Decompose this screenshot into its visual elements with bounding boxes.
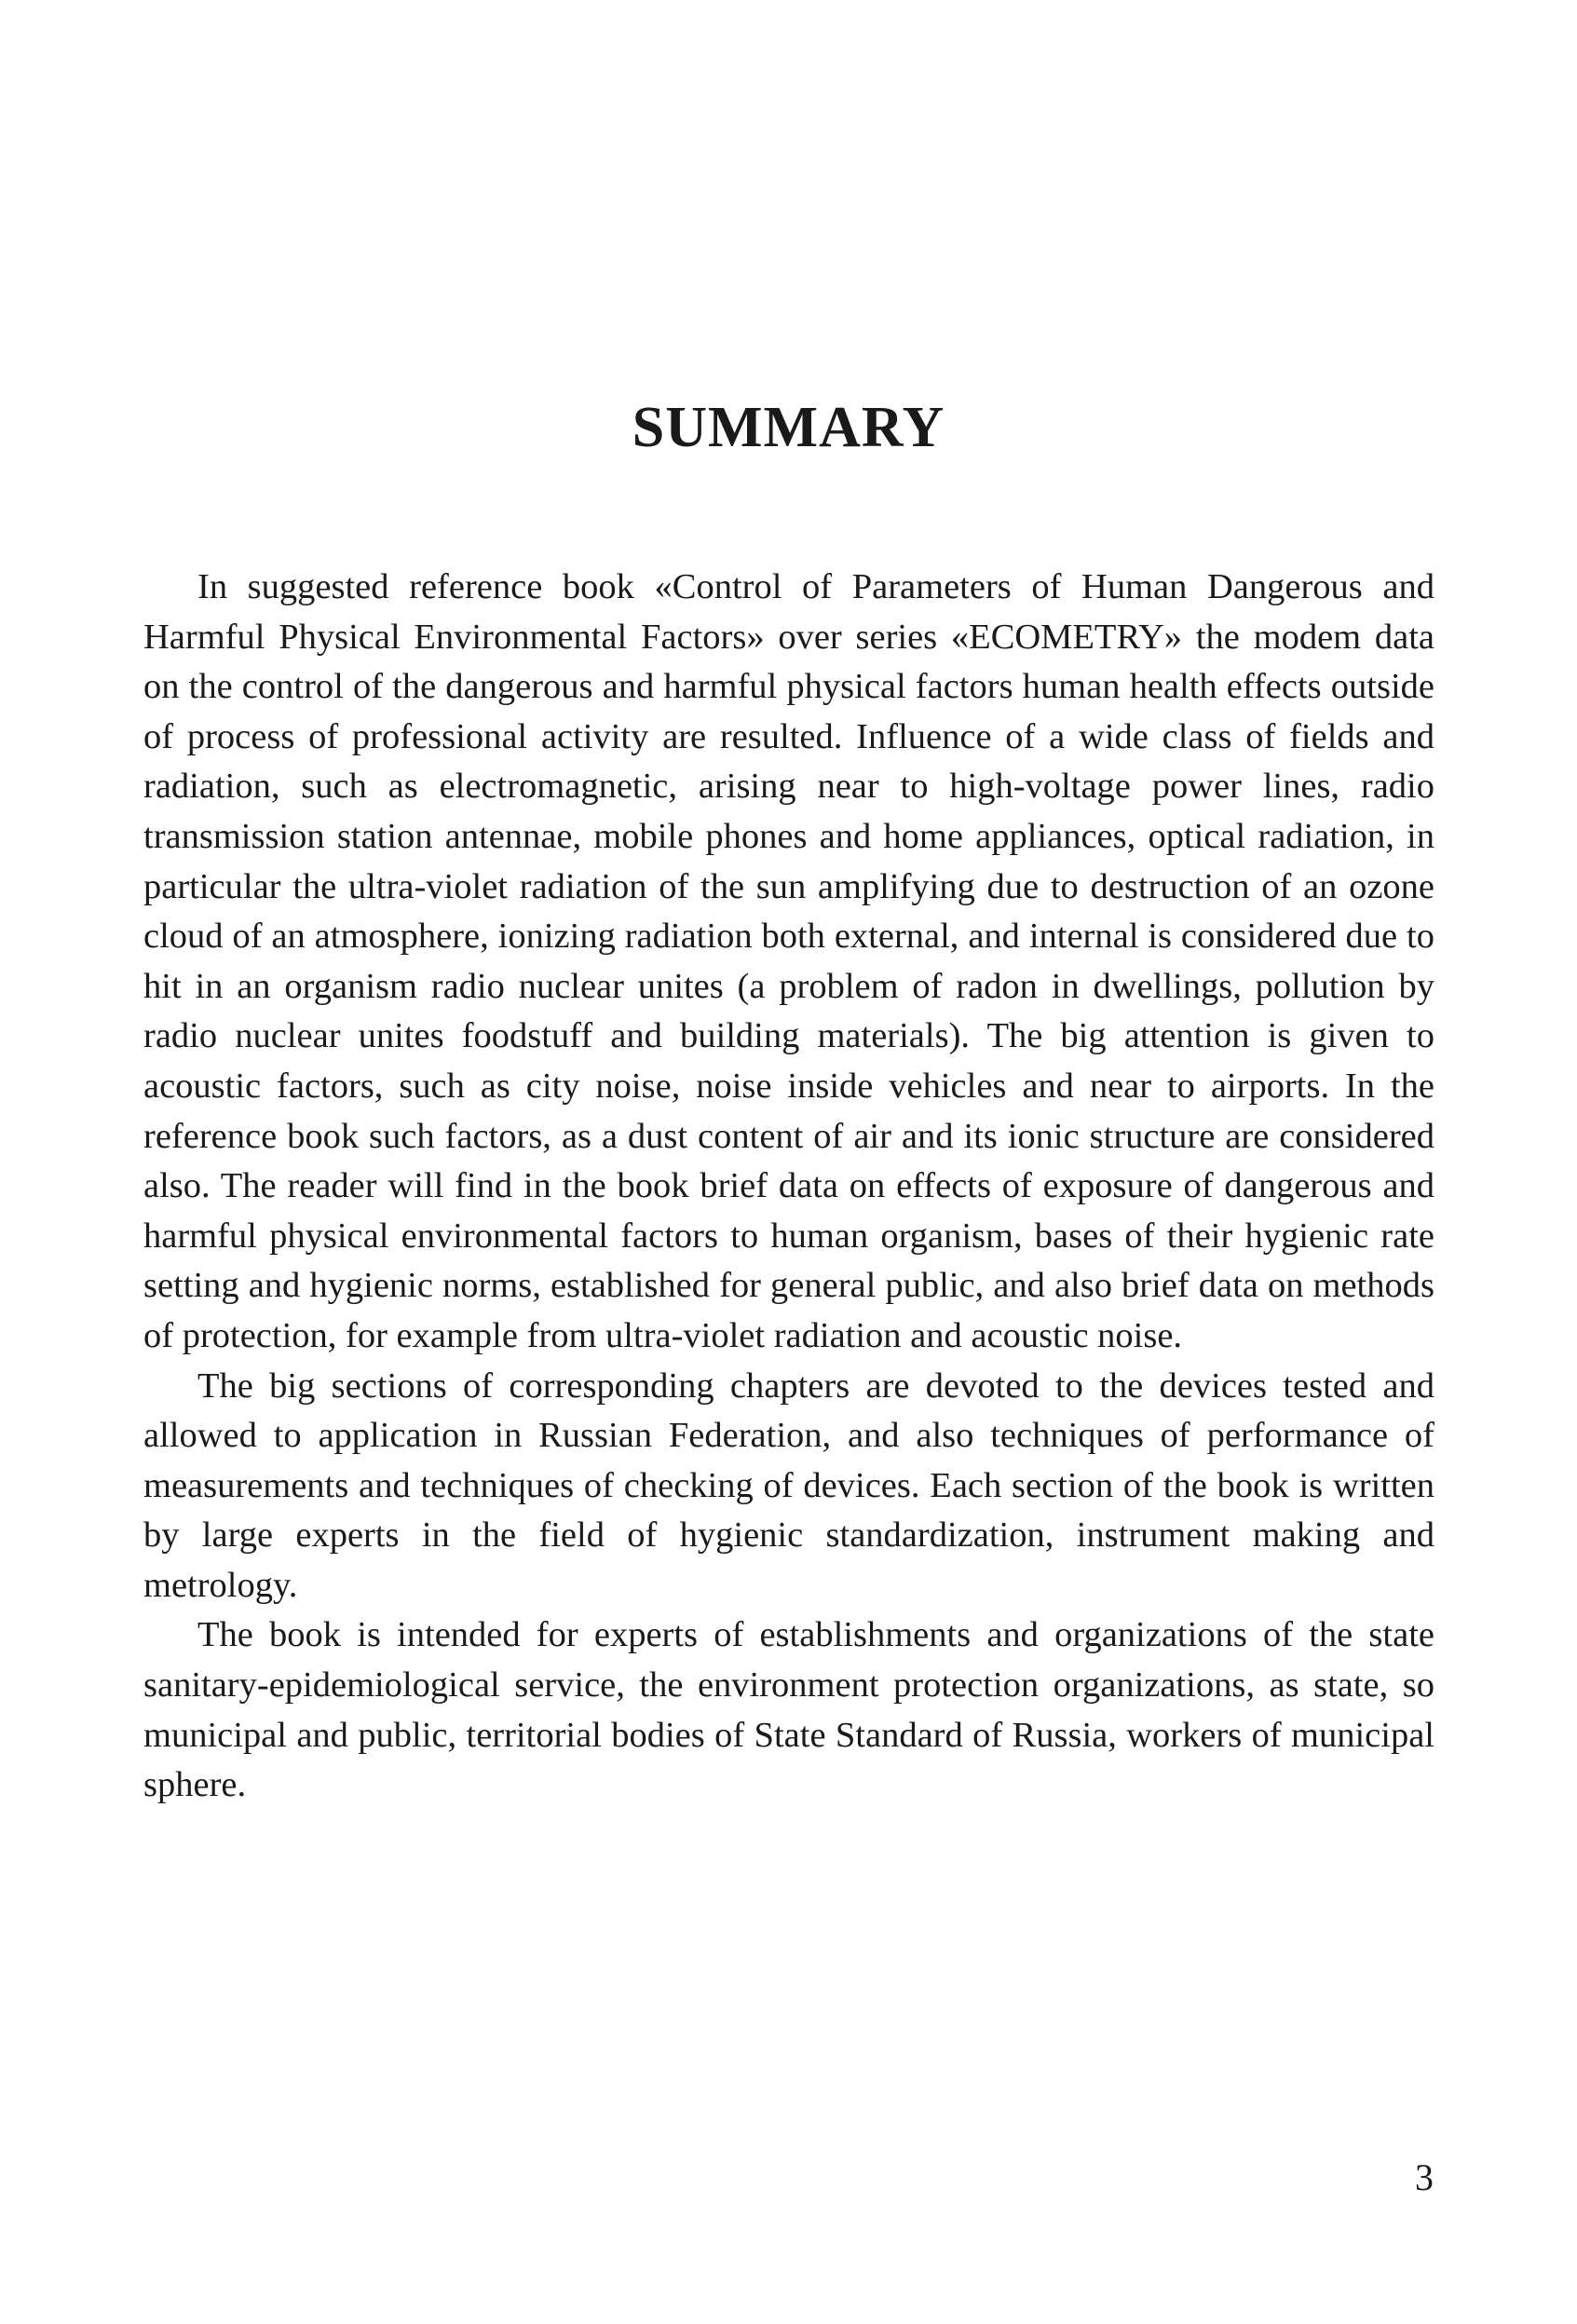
paragraph-2: The big sections of corresponding chapters are devoted to the devices tested and allowed to application in Russian Federation, and also techniques of performance of measurements and techniques of checking of devices. Each section of the book is written by large experts in the field of hygienic standardization, instrument making and metrology. <box>143 1366 1434 1605</box>
paragraph-3: The book is intended for experts of establishments and organizations of the state sanitary-epidemiological service, the environment protection organizations, as state, so municipal and public, territorial bodies of State Standard of Russia, workers of municipal sphere. <box>143 1615 1434 1805</box>
page-number: 3 <box>1415 2156 1434 2198</box>
page-title: SUMMARY <box>632 396 945 459</box>
paragraph-1: In suggested reference book «Control of Parameters of Human Dangerous and Harmful Physical Environmental Factors» over series «ECOMETRY» the modem data on the control of the dangerous and harmful physical factors human health effects outside of process of professional activity are resulted. Influence of a wide class of fields and radiation, such as electromagnetic, arising near to high-voltage power lines, radio transmission station antennae, mobile phones and home appliances, optical radiation, in particular the ultra-violet radiation of the sun amplifying due to destruction of an ozone cloud of an atmosphere, ionizing radiation both external, and internal is considered due to hit in an organism radio nuclear unites (a problem of radon in dwellings, pollution by radio nuclear unites foodstuff and building materials). The big attention is given to acoustic factors, such as city noise, noise inside vehicles and near to airports. In the reference book such factors, as a dust content of air and its ionic structure are considered also. The reader will find in the book brief data on effects of exposure of dangerous and harmful physical environmental factors to human organism, bases of their hygienic rate setting and hygienic norms, established for general public, and also brief data on methods of protection, for example from ultra-violet radiation and acoustic noise. <box>143 567 1434 1355</box>
summary-body <box>143 563 1434 1811</box>
